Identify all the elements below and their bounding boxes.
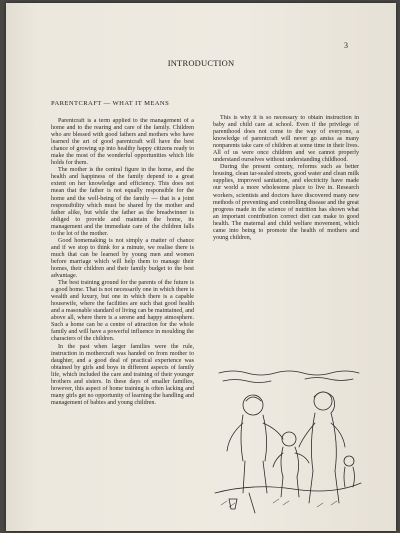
family-at-beach-illustration	[213, 343, 363, 523]
page-number: 3	[344, 41, 348, 50]
paragraph: During the present century, reforms such as better housing, clean tar-sealed streets, good water and clean milk supplies, improved sanitation, and electricity have made our world a more wholesome place to live in. Research workers, scientists and doctors have discovered many new methods of preventing and controlling disease and the great progress made in the science of nutrition has shown what an important contribution correct diet can make to good health. The maternal and child welfare movement, which came into being to promote the health of mothers and young children,	[213, 164, 359, 241]
page-title: INTRODUCTION	[167, 58, 235, 68]
document-page	[6, 3, 396, 531]
paragraph: In the past when larger families were the rule, instruction in mothercraft was handed on from mother to daughter, and a good deal of practical experience was obtained by girls and boys in different aspects of family life, which included the care and training of their younger brothers and sisters. In these days of smaller families, however, this aspect of home training is often lacking and many girls get no opportunity of learning the handling and management of babies and young children.	[51, 343, 194, 406]
section-title: PARENTCRAFT — WHAT IT MEANS	[51, 100, 170, 107]
paragraph: This is why it is so necessary to obtain instruction in baby and child care at school. Even if the privilege of parenthood does not come to the way of everyone, a knowledge of parentcraft will never go amiss as many nonparents take care of children at some time in their lives. All of us were once children and we cannot properly understand ourselves without understanding childhood.	[213, 115, 359, 164]
paragraph: The best training ground for the parents of the future is a good home. That is not necessarily one in which there is wealth and luxury, but one in which there is a capable housewife, where the facilities are such that good health and a reasonable standard of living can be maintained, and above all, where there is a serene and happy atmosphere. Such a home can be a centre of attraction for the whole family and will have a powerful influence in moulding the characters of the children.	[51, 280, 194, 343]
paragraph: Parentcraft is a term applied to the management of a home and to the rearing and care of the family. Children who are blessed with good fathers and mothers who have learned the art of good parentcraft will have the best chance of growing up into healthy happy citizens ready to make the most of the wonderful opportunities which life holds for them.	[51, 118, 194, 167]
paragraph: The mother is the central figure in the home, and the health and happiness of the family depend to a great extent on her knowledge and efficiency. This does not mean that the father is not equally responsible for the home and the well-being of the family — that is a joint responsibility which must be shared by the mother and father alike, but while the father as the breadwinner is obliged to provide and maintain the home, its management and the immediate care of the children falls to the lot of the mother.	[51, 167, 194, 237]
paragraph: Good homemaking is not simply a matter of chance and if we stop to think for a minute, we realise there is much that can be learned by young men and women before marriage which will help them to manage their homes, their children and their family budget to the best advantage.	[51, 237, 194, 280]
left-column	[51, 118, 194, 510]
